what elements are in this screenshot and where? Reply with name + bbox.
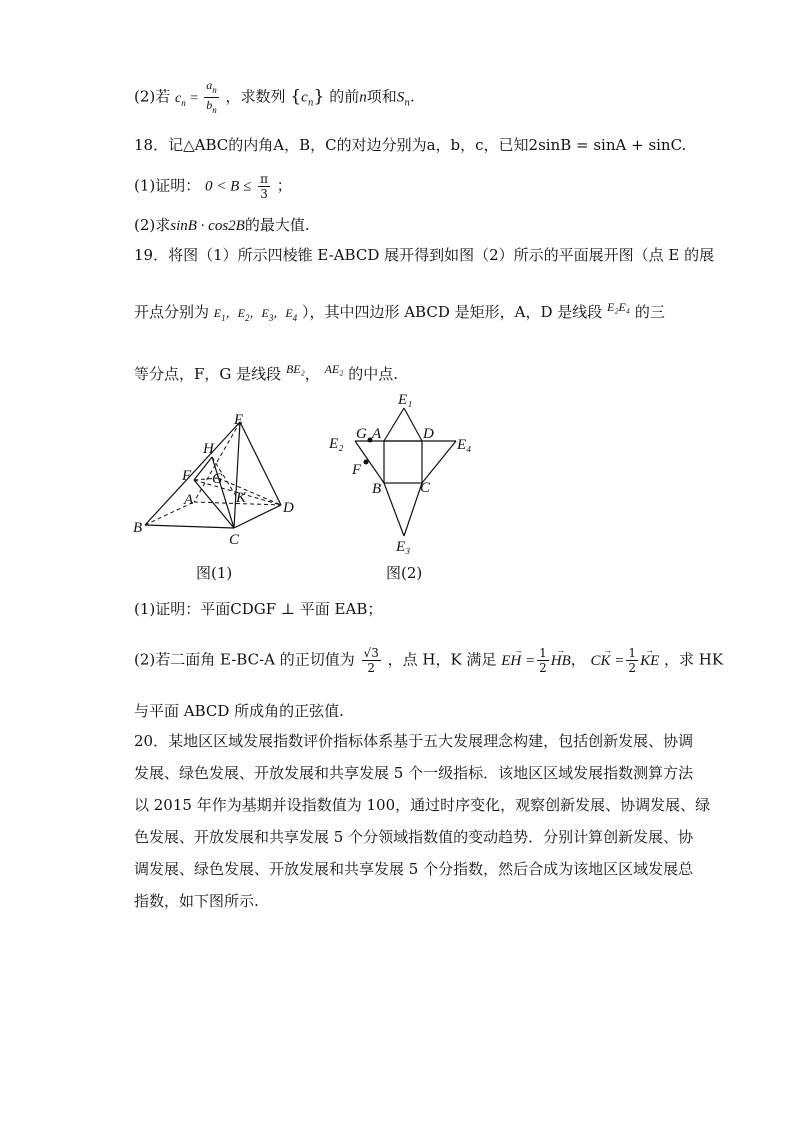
figure-pyramid [128, 408, 318, 588]
label-K: K [236, 490, 247, 506]
q20-line-1: 20．某地区区域发展指数评价指标体系基于五大发展理念构建，包括创新发展、协调 [134, 732, 694, 750]
edge-FC [194, 480, 234, 528]
q18-part1: (1)证明： 0 < B ≤ $\frac{\pi}{3}$ ； [134, 172, 292, 201]
label-D2: D [423, 426, 434, 442]
label-A2: A [372, 426, 382, 442]
label-F2: F [352, 462, 362, 478]
q20-line-4: 色发展、开放发展和共享发展 5 个分领域指数值的变动趋势．分别计算创新发展、协 [134, 828, 694, 846]
edge-CD [234, 505, 281, 528]
label-F: F [182, 468, 192, 484]
edge-BC [145, 525, 234, 528]
figure-net [326, 388, 496, 588]
q19-line2: 开点分别为 $E_1$，$E_2$，$E_3$，$E_4$ ），其中四边形 ABCD 是矩形，A，D 是线段 $^{E_2E_4}$ 的三 [134, 300, 665, 323]
caption-fig1: 图(1) [196, 564, 233, 582]
edge-EC [234, 422, 240, 528]
q19-part1: (1)证明：平面CDGF ⊥ 平面 EAB； [134, 600, 383, 618]
edge-EA [194, 422, 240, 502]
edge-ED [240, 422, 281, 505]
label-E4: E₄ [457, 437, 472, 453]
label-G2: G [356, 426, 367, 442]
caption-fig2: 图(2) [386, 564, 423, 582]
q18-part2: (2)求sinB · cos2B的最大值. [134, 216, 310, 234]
edge-EB [145, 422, 240, 525]
q20-line-6: 指数，如下图所示. [134, 892, 259, 910]
edge-AE1 [384, 408, 404, 441]
label-C: C [229, 532, 240, 548]
q18-stem: 18．记△ABC的内角A，B，C的对边分别为a，b，c，已知2sinB = sinA + sinC. [134, 136, 687, 154]
fraction-sqrt3-2: $\frac{√3}{2}$ [363, 646, 379, 675]
fraction-pi-3: $\frac{\pi}{3}$ [260, 172, 268, 201]
q19-line1: 19．将图（1）所示四棱锥 E-ABCD 展开得到如图（2）所示的平面展开图（点 E 的展 [134, 246, 715, 264]
rect-ABCD [384, 441, 422, 483]
edge-BE3 [384, 483, 404, 536]
label-E1: E₁ [398, 392, 413, 408]
fraction-an-bn: $\frac{a_n}{b_n}$ [206, 78, 217, 115]
label-G: G [212, 471, 223, 487]
label-E3: E₃ [396, 539, 411, 555]
label-B: B [133, 520, 143, 536]
q19-part2-line2: 与平面 ABCD 所成角的正弦值. [134, 702, 344, 720]
edge-HC [212, 457, 234, 528]
label-B2: B [372, 481, 382, 497]
label-D: D [283, 500, 294, 516]
q19-line3: 等分点，F，G 是线段 $^{BE_2}$， $^{AE_2}$ 的中点. [134, 362, 398, 383]
edge-DE1 [404, 408, 422, 441]
label-C2: C [420, 480, 431, 496]
q20-line-5: 调发展、绿色发展、开放发展和共享发展 5 个分指数，然后合成为该地区区域发展总 [134, 860, 694, 878]
q17-part2: (2)若 $c_n$ = $\frac{a_n}{b_n}$ ，求数列 $\{c_n\}$ 的前n项和$S_n$. [134, 78, 415, 115]
edge-E4C [422, 441, 456, 483]
label-H: H [203, 441, 214, 457]
point-F [364, 460, 369, 465]
label-A: A [184, 492, 194, 508]
q20-line-3: 以 2015 年作为基期并设指数值为 100，通过时序变化，观察创新发展、协调发展、绿 [134, 796, 711, 814]
label-E2: E₂ [329, 436, 344, 452]
label-E: E [234, 412, 244, 428]
q20-line-2: 发展、绿色发展、开放发展和共享发展 5 个一级指标．该地区区域发展指数测算方法 [134, 764, 694, 782]
q19-part2: (2)若二面角 E-BC-A 的正切值为 $\frac{√3}{2}$ ，点 H，K 满足 → EH = $\frac{1}{2}$ → HB， → CK = $\frac{1}{2}$ → KE ，求 HK [134, 646, 723, 675]
